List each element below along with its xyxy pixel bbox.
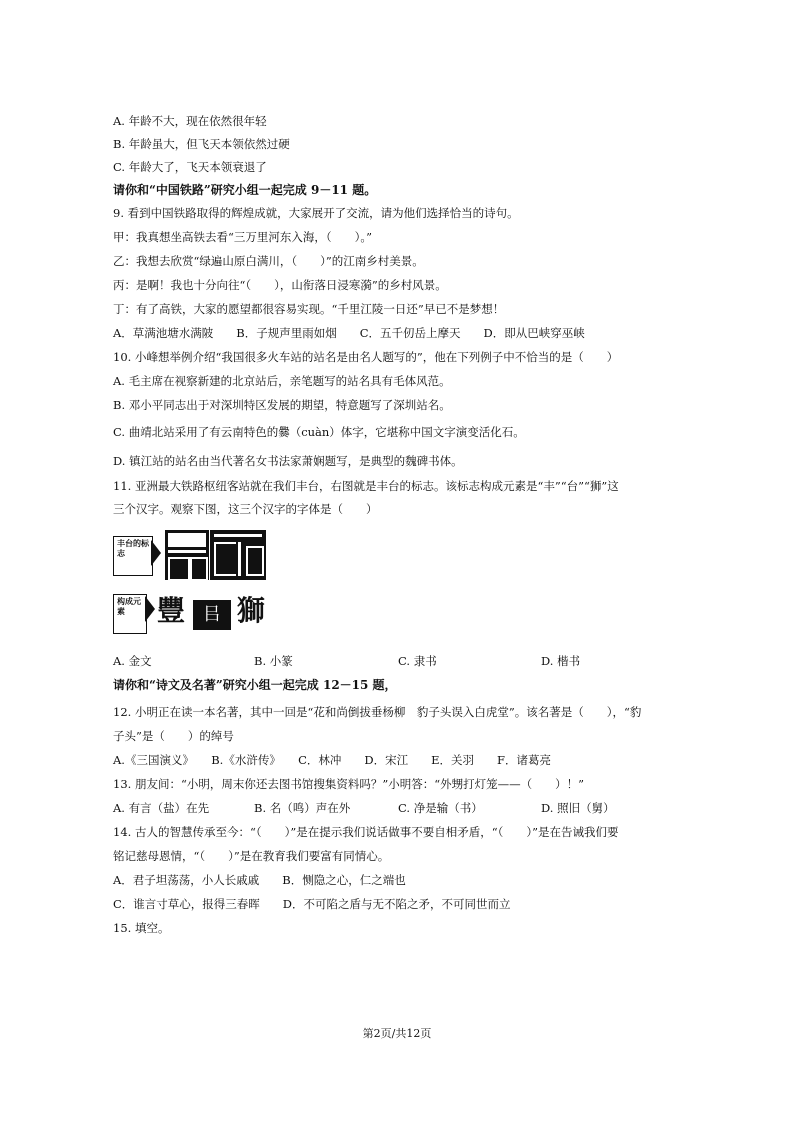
question-12-cont: 子头”是（ ）的绰号 (113, 729, 234, 743)
figure-label-elements: 构成元素 (113, 594, 147, 634)
question-9-line-ding: 丁：有了高铁，大家的愿望都很容易实现。“千里江陵一日还”早已不是梦想！ (113, 302, 505, 316)
question-10-option-c: C. 曲靖北站采用了有云南特色的爨（cuàn）体字，它堪称中国文字演变活化石。 (113, 425, 525, 439)
question-11-option-b: B. 小篆 (254, 654, 293, 668)
element-char-shi: 獅 (237, 594, 266, 627)
question-10: 10. 小峰想举例介绍“我国很多火车站的站名是由名人题写的”，他在下列例子中不恰当的是（ ） (113, 350, 619, 364)
question-14: 14. 古人的智慧传承至今：“（ ）”是在提示我们说话做事不要自相矛盾，“（ ）”是在告诫我们要 (113, 825, 619, 839)
question-13-option-c: C. 净是输（书） (398, 801, 483, 815)
question-9-options: A．草满池塘水满陂 B．子规声里雨如烟 C．五千仞岳上摩天 D．即从巴峡穿巫峡 (113, 326, 585, 340)
question-15: 15. 填空。 (113, 921, 170, 935)
question-9: 9. 看到中国铁路取得的辉煌成就，大家展开了交流，请为他们选择恰当的诗句。 (113, 206, 519, 220)
question-12-options: A.《三国演义》 B.《水浒传》 C．林冲 D．宋江 E．关羽 F．诸葛亮 (113, 753, 551, 767)
question-11: 11. 亚洲最大铁路枢纽客站就在我们丰台，右图就是丰台的标志。该标志构成元素是“丰”“台”“狮”这 (113, 479, 619, 493)
q8-option-c: C. 年龄大了，飞天本领衰退了 (113, 160, 267, 174)
question-13-option-b: B. 名（鸣）声在外 (254, 801, 351, 815)
question-11-option-d: D. 楷书 (541, 654, 581, 668)
arrow-icon (151, 540, 161, 566)
arrow-icon (145, 596, 155, 622)
question-13: 13. 朋友间：“小明，周末你还去图书馆搜集资料吗？”小明答：“外甥打灯笼——（ ）！” (113, 777, 584, 791)
question-14-options-cd: C．谁言寸草心，报得三春晖 D．不可陷之盾与无不陷之矛，不可同世而立 (113, 897, 511, 911)
q8-option-a: A. 年龄不大，现在依然很年轻 (113, 114, 267, 128)
question-9-line-bing: 丙：是啊！我也十分向往“（ ），山衔落日浸寒漪”的乡村风景。 (113, 278, 447, 292)
section-heading-classics: 请你和“诗文及名著”研究小组一起完成 12－15 题， (113, 678, 397, 692)
section-heading-railway: 请你和“中国铁路”研究小组一起完成 9－11 题。 (113, 183, 377, 197)
fengtai-logo-figure (113, 528, 275, 638)
page-footer: 第2页/共12页 (362, 1027, 432, 1040)
question-11-cont: 三个汉字。观察下图，这三个汉字的字体是（ ） (113, 502, 378, 516)
logo-seal-left (165, 530, 209, 580)
element-char-tai: 㠯 (193, 600, 231, 630)
question-13-option-a: A. 有言（盐）在先 (113, 801, 210, 815)
question-12: 12. 小明正在读一本名著，其中一回是“花和尚倒拔垂杨柳 豹子头误入白虎堂”。该名著是（ ），“豹 (113, 705, 642, 719)
question-13-option-d: D. 照旧（舅） (541, 801, 615, 815)
question-10-option-d: D. 镇江站的站名由当代著名女书法家萧娴题写，是典型的魏碑书体。 (113, 454, 463, 468)
figure-label-logo: 丰台的标志 (113, 536, 153, 576)
question-11-option-c: C. 隶书 (398, 654, 437, 668)
element-char-feng: 豐 (157, 594, 186, 627)
question-10-option-a: A. 毛主席在视察新建的北京站后，亲笔题写的站名具有毛体风范。 (113, 374, 451, 388)
question-9-line-jia: 甲：我真想坐高铁去看“三万里河东入海，（ ）。” (113, 230, 373, 244)
question-10-option-b: B. 邓小平同志出于对深圳特区发展的期望，特意题写了深圳站名。 (113, 398, 451, 412)
question-14-options-ab: A．君子坦荡荡，小人长戚戚 B．恻隐之心，仁之端也 (113, 873, 406, 887)
question-14-cont: 铭记慈母恩情，“（ ）”是在教育我们要富有同情心。 (113, 849, 390, 863)
question-11-option-a: A. 金文 (113, 654, 152, 668)
logo-seal-right (210, 530, 266, 580)
question-9-line-yi: 乙：我想去欣赏“绿遍山原白满川，（ ）”的江南乡村美景。 (113, 254, 424, 268)
q8-option-b: B. 年龄虽大，但飞天本领依然过硬 (113, 137, 290, 151)
